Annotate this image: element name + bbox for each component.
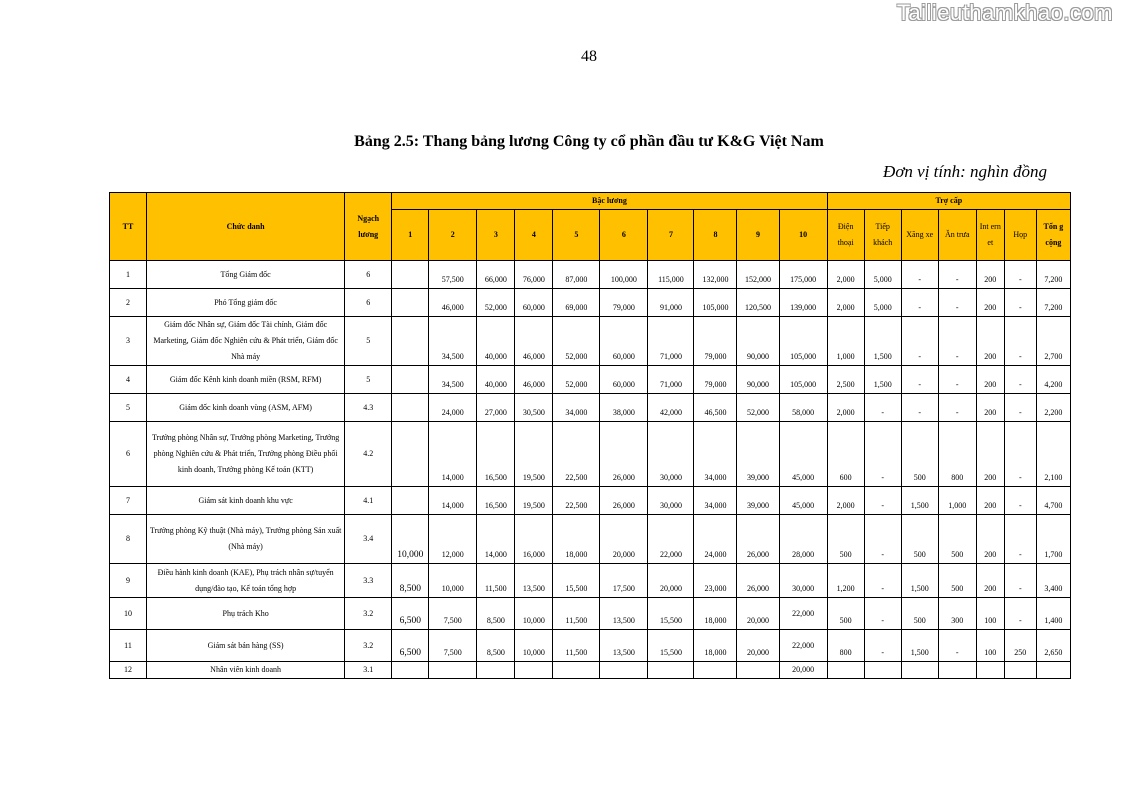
salary-level-cell: 76,000 — [515, 261, 553, 289]
allowance-cell: - — [901, 261, 938, 289]
salary-level-cell — [392, 261, 429, 289]
watermark: Tailieuthamkhao.com — [896, 0, 1113, 25]
salary-level-cell — [392, 366, 429, 394]
allowance-cell: 2,000 — [827, 394, 864, 422]
salary-level-cell: 24,000 — [429, 394, 477, 422]
salary-level-cell: 8,500 — [477, 630, 515, 662]
level-header: 3 — [477, 210, 515, 261]
salary-level-cell: 22,500 — [553, 487, 600, 515]
allowance-cell: - — [938, 366, 976, 394]
allowance-cell: - — [1004, 366, 1036, 394]
allowance-cell: 2,000 — [827, 289, 864, 317]
allowance-total-header: Tổn g cộng — [1036, 210, 1070, 261]
position-title-cell: Giám đốc kinh doanh vùng (ASM, AFM) — [147, 394, 345, 422]
salary-level-cell: 20,000 — [600, 515, 648, 564]
salary-level-cell: 16,000 — [515, 515, 553, 564]
row-number-cell: 3 — [110, 317, 147, 366]
allowance-cell: 500 — [901, 422, 938, 487]
allowance-cell: - — [864, 394, 901, 422]
salary-level-cell: 13,500 — [515, 564, 553, 598]
row-number-cell: 7 — [110, 487, 147, 515]
grade-cell: 5 — [345, 317, 392, 366]
salary-level-cell: 7,500 — [429, 598, 477, 630]
grade-cell: 4.3 — [345, 394, 392, 422]
allowance-cell: 4,200 — [1036, 366, 1070, 394]
row-number-cell: 11 — [110, 630, 147, 662]
row-number-cell: 6 — [110, 422, 147, 487]
salary-level-cell: 91,000 — [648, 289, 694, 317]
salary-level-cell: 6,500 — [392, 630, 429, 662]
salary-level-cell: 11,500 — [553, 598, 600, 630]
salary-level-cell: 79,000 — [694, 366, 737, 394]
allowance-cell: 1,700 — [1036, 515, 1070, 564]
salary-level-cell: 16,500 — [477, 422, 515, 487]
allowance-cell: - — [1004, 515, 1036, 564]
allowance-cell: - — [901, 394, 938, 422]
level-header: 8 — [694, 210, 737, 261]
salary-level-cell: 13,500 — [600, 630, 648, 662]
salary-level-cell: 105,000 — [779, 366, 827, 394]
grade-cell: 6 — [345, 289, 392, 317]
level-header: 9 — [737, 210, 779, 261]
salary-level-cell — [392, 662, 429, 679]
allowance-cell: 1,500 — [864, 366, 901, 394]
salary-level-cell: 115,000 — [648, 261, 694, 289]
allowance-cell: 1,000 — [938, 487, 976, 515]
salary-level-cell: 90,000 — [737, 366, 779, 394]
salary-level-cell: 20,000 — [648, 564, 694, 598]
level-header: 4 — [515, 210, 553, 261]
grade-cell: 4.2 — [345, 422, 392, 487]
allowance-cell: - — [864, 564, 901, 598]
table-title: Bảng 2.5: Thang bảng lương Công ty cổ phần đầu tư K&G Việt Nam — [354, 133, 824, 150]
salary-level-cell: 14,000 — [429, 487, 477, 515]
salary-level-cell: 152,000 — [737, 261, 779, 289]
salary-level-cell: 8,500 — [392, 564, 429, 598]
table-row — [110, 289, 1071, 317]
salary-level-cell: 60,000 — [600, 317, 648, 366]
salary-level-cell: 34,000 — [553, 394, 600, 422]
table-row — [110, 394, 1071, 422]
row-number-cell: 9 — [110, 564, 147, 598]
salary-level-cell: 26,000 — [737, 515, 779, 564]
allowance-cell: 300 — [938, 598, 976, 630]
allowance-cell — [901, 662, 938, 679]
salary-level-cell: 12,000 — [429, 515, 477, 564]
salary-level-cell: 20,000 — [737, 630, 779, 662]
salary-level-cell: 24,000 — [694, 515, 737, 564]
salary-level-cell: 27,000 — [477, 394, 515, 422]
allowance-cell: 500 — [901, 515, 938, 564]
salary-level-cell: 60,000 — [600, 366, 648, 394]
allowance-internet-header: Int ern et — [976, 210, 1004, 261]
salary-level-cell: 10,000 — [429, 564, 477, 598]
position-title-cell: Giám đốc Nhân sự, Giám đốc Tài chính, Giám đốc Marketing, Giám đốc Nghiên cứu & Phát triển, Giám đốc Nhà máy — [147, 317, 345, 366]
table-row — [110, 564, 1071, 598]
salary-level-cell — [600, 662, 648, 679]
allowance-cell: 2,650 — [1036, 630, 1070, 662]
salary-level-cell: 45,000 — [779, 422, 827, 487]
allowance-cell: 100 — [976, 598, 1004, 630]
salary-level-cell: 69,000 — [553, 289, 600, 317]
allowance-cell: 200 — [976, 564, 1004, 598]
row-number-cell: 1 — [110, 261, 147, 289]
col-title-header: Chức danh — [147, 193, 345, 261]
position-title-cell: Phó Tổng giám đốc — [147, 289, 345, 317]
allowance-cell: 200 — [976, 394, 1004, 422]
salary-level-cell: 7,500 — [429, 630, 477, 662]
salary-level-cell: 46,000 — [515, 366, 553, 394]
table-row — [110, 422, 1071, 487]
allowance-cell: - — [1004, 598, 1036, 630]
salary-level-cell: 60,000 — [515, 289, 553, 317]
salary-level-cell: 16,500 — [477, 487, 515, 515]
salary-level-cell: 79,000 — [694, 317, 737, 366]
allowance-cell: - — [901, 289, 938, 317]
salary-level-cell: 11,500 — [477, 564, 515, 598]
salary-level-cell: 40,000 — [477, 366, 515, 394]
level-header: 5 — [553, 210, 600, 261]
salary-level-cell — [392, 394, 429, 422]
grade-cell: 4.1 — [345, 487, 392, 515]
salary-level-cell: 175,000 — [779, 261, 827, 289]
salary-level-cell: 79,000 — [600, 289, 648, 317]
salary-level-cell: 22,000 — [779, 630, 827, 662]
grade-cell: 3.2 — [345, 630, 392, 662]
position-title-cell: Điều hành kinh doanh (KAE), Phụ trách nhân sự/tuyển dụng/đào tạo, Kế toán tổng hợp — [147, 564, 345, 598]
table-row — [110, 515, 1071, 564]
table-row — [110, 261, 1071, 289]
salary-level-cell: 42,000 — [648, 394, 694, 422]
allowance-cell: - — [901, 366, 938, 394]
salary-level-cell: 10,000 — [515, 598, 553, 630]
table-row — [110, 317, 1071, 366]
row-number-cell: 5 — [110, 394, 147, 422]
salary-level-cell: 66,000 — [477, 261, 515, 289]
salary-level-cell: 87,000 — [553, 261, 600, 289]
salary-level-cell: 20,000 — [779, 662, 827, 679]
allowance-cell: 7,200 — [1036, 261, 1070, 289]
salary-level-cell: 71,000 — [648, 366, 694, 394]
allowance-cell: - — [938, 289, 976, 317]
allowance-cell: 2,000 — [827, 261, 864, 289]
allowance-cell: 1,500 — [901, 630, 938, 662]
allowance-cell: 100 — [976, 630, 1004, 662]
table-row — [110, 598, 1071, 630]
salary-level-cell — [694, 662, 737, 679]
salary-level-cell: 22,000 — [779, 598, 827, 630]
allowance-cell: - — [938, 317, 976, 366]
position-title-cell: Nhân viên kinh doanh — [147, 662, 345, 679]
allowance-cell: - — [1004, 564, 1036, 598]
allowance-cell: 2,700 — [1036, 317, 1070, 366]
allowance-cell: - — [901, 317, 938, 366]
salary-level-cell: 39,000 — [737, 422, 779, 487]
salary-level-cell: 34,000 — [694, 422, 737, 487]
salary-level-cell: 46,000 — [515, 317, 553, 366]
salary-level-cell — [477, 662, 515, 679]
position-title-cell: Tổng Giám đốc — [147, 261, 345, 289]
allowance-fuel-header: Xăng xe — [901, 210, 938, 261]
salary-level-cell: 26,000 — [600, 487, 648, 515]
salary-level-cell: 10,000 — [392, 515, 429, 564]
salary-table — [109, 192, 1071, 679]
salary-level-cell: 46,500 — [694, 394, 737, 422]
salary-levels-header: Bậc lương — [392, 193, 827, 210]
salary-level-cell: 15,500 — [648, 630, 694, 662]
allowance-cell: 200 — [976, 487, 1004, 515]
salary-level-cell: 11,500 — [553, 630, 600, 662]
salary-level-cell: 17,500 — [600, 564, 648, 598]
salary-level-cell — [392, 422, 429, 487]
allowance-cell — [938, 662, 976, 679]
row-number-cell: 12 — [110, 662, 147, 679]
salary-level-cell: 10,000 — [515, 630, 553, 662]
allowance-cell: 250 — [1004, 630, 1036, 662]
allowance-cell: 1,000 — [827, 317, 864, 366]
salary-level-cell: 30,500 — [515, 394, 553, 422]
allowance-cell: 2,100 — [1036, 422, 1070, 487]
grade-cell: 6 — [345, 261, 392, 289]
position-title-cell: Trưởng phòng Kỹ thuật (Nhà máy), Trưởng phòng Sản xuất (Nhà máy) — [147, 515, 345, 564]
salary-level-cell: 52,000 — [553, 366, 600, 394]
salary-level-cell: 19,500 — [515, 422, 553, 487]
salary-level-cell: 18,000 — [694, 630, 737, 662]
allowance-cell: 800 — [827, 630, 864, 662]
salary-level-cell — [737, 662, 779, 679]
allowance-cell: - — [864, 630, 901, 662]
allowance-cell: 500 — [827, 515, 864, 564]
allowance-cell: - — [938, 394, 976, 422]
allowance-cell: 200 — [976, 515, 1004, 564]
salary-level-cell: 13,500 — [600, 598, 648, 630]
salary-level-cell — [515, 662, 553, 679]
salary-level-cell — [392, 487, 429, 515]
salary-level-cell: 38,000 — [600, 394, 648, 422]
table-row — [110, 630, 1071, 662]
row-number-cell: 8 — [110, 515, 147, 564]
allowance-cell — [864, 662, 901, 679]
allowances-header: Trợ cấp — [827, 193, 1070, 210]
allowance-cell: - — [938, 261, 976, 289]
allowance-cell — [1004, 662, 1036, 679]
allowance-cell: 1,400 — [1036, 598, 1070, 630]
grade-cell: 3.4 — [345, 515, 392, 564]
allowance-cell: 3,400 — [1036, 564, 1070, 598]
allowance-cell: 500 — [938, 564, 976, 598]
allowance-cell: 7,200 — [1036, 289, 1070, 317]
row-number-cell: 4 — [110, 366, 147, 394]
salary-level-cell: 39,000 — [737, 487, 779, 515]
salary-level-cell — [392, 317, 429, 366]
allowance-cell: - — [1004, 394, 1036, 422]
allowance-cell: - — [864, 598, 901, 630]
allowance-cell: 1,200 — [827, 564, 864, 598]
allowance-cell: - — [864, 422, 901, 487]
salary-level-cell: 19,500 — [515, 487, 553, 515]
salary-table-body — [110, 261, 1071, 679]
salary-level-cell: 18,000 — [553, 515, 600, 564]
salary-level-cell: 15,500 — [648, 598, 694, 630]
allowance-cell: 2,000 — [827, 487, 864, 515]
allowance-phone-header: Điện thoại — [827, 210, 864, 261]
allowance-cell: 500 — [938, 515, 976, 564]
col-grade-header: Ngạch lương — [345, 193, 392, 261]
level-header: 10 — [779, 210, 827, 261]
allowance-meeting-header: Họp — [1004, 210, 1036, 261]
allowance-lunch-header: Ăn trưa — [938, 210, 976, 261]
row-number-cell: 10 — [110, 598, 147, 630]
salary-level-cell: 34,000 — [694, 487, 737, 515]
unit-label: Đơn vị tính: nghìn đồng — [883, 162, 1047, 181]
allowance-cell: 500 — [901, 598, 938, 630]
allowance-cell: - — [1004, 487, 1036, 515]
allowance-cell: 200 — [976, 317, 1004, 366]
salary-level-cell — [553, 662, 600, 679]
position-title-cell: Giám đốc Kênh kinh doanh miền (RSM, RFM) — [147, 366, 345, 394]
salary-level-cell: 22,500 — [553, 422, 600, 487]
allowance-cell — [976, 662, 1004, 679]
salary-level-cell: 30,000 — [779, 564, 827, 598]
allowance-cell: - — [1004, 261, 1036, 289]
allowance-cell: - — [938, 630, 976, 662]
position-title-cell: Giám sát kinh doanh khu vực — [147, 487, 345, 515]
allowance-cell — [1036, 662, 1070, 679]
allowance-cell: 5,000 — [864, 261, 901, 289]
salary-level-cell: 52,000 — [553, 317, 600, 366]
salary-level-cell: 40,000 — [477, 317, 515, 366]
level-header: 6 — [600, 210, 648, 261]
salary-level-cell: 71,000 — [648, 317, 694, 366]
salary-level-cell: 139,000 — [779, 289, 827, 317]
page-number: 48 — [581, 48, 597, 65]
allowance-cell: 600 — [827, 422, 864, 487]
salary-level-cell: 120,500 — [737, 289, 779, 317]
allowance-cell: 1,500 — [864, 317, 901, 366]
level-header: 1 — [392, 210, 429, 261]
salary-level-cell: 58,000 — [779, 394, 827, 422]
salary-level-cell: 34,500 — [429, 366, 477, 394]
salary-level-cell: 28,000 — [779, 515, 827, 564]
salary-level-cell: 14,000 — [429, 422, 477, 487]
salary-level-cell: 8,500 — [477, 598, 515, 630]
allowance-cell: 500 — [827, 598, 864, 630]
salary-level-cell: 46,000 — [429, 289, 477, 317]
table-row — [110, 487, 1071, 515]
allowance-cell: - — [1004, 422, 1036, 487]
allowance-cell: - — [864, 487, 901, 515]
salary-level-cell: 20,000 — [737, 598, 779, 630]
salary-level-cell — [429, 662, 477, 679]
allowance-cell: - — [864, 515, 901, 564]
salary-level-cell: 15,500 — [553, 564, 600, 598]
allowance-cell: 200 — [976, 422, 1004, 487]
salary-level-cell: 34,500 — [429, 317, 477, 366]
salary-level-cell: 26,000 — [600, 422, 648, 487]
salary-level-cell: 52,000 — [477, 289, 515, 317]
grade-cell: 3.3 — [345, 564, 392, 598]
allowance-cell — [827, 662, 864, 679]
allowance-cell: 2,200 — [1036, 394, 1070, 422]
salary-level-cell: 132,000 — [694, 261, 737, 289]
salary-level-cell: 26,000 — [737, 564, 779, 598]
allowance-cell: 800 — [938, 422, 976, 487]
col-tt-header: TT — [110, 193, 147, 261]
salary-level-cell — [648, 662, 694, 679]
salary-level-cell: 105,000 — [779, 317, 827, 366]
salary-level-cell: 23,000 — [694, 564, 737, 598]
allowance-cell: 2,500 — [827, 366, 864, 394]
header-row-1 — [110, 193, 1071, 210]
table-row — [110, 366, 1071, 394]
salary-level-cell: 57,500 — [429, 261, 477, 289]
salary-level-cell: 30,000 — [648, 422, 694, 487]
position-title-cell: Phụ trách Kho — [147, 598, 345, 630]
position-title-cell: Giám sát bán hàng (SS) — [147, 630, 345, 662]
allowance-cell: 1,500 — [901, 564, 938, 598]
allowance-cell: 200 — [976, 366, 1004, 394]
salary-level-cell: 105,000 — [694, 289, 737, 317]
salary-level-cell: 22,000 — [648, 515, 694, 564]
salary-level-cell: 90,000 — [737, 317, 779, 366]
salary-level-cell: 30,000 — [648, 487, 694, 515]
grade-cell: 3.2 — [345, 598, 392, 630]
level-header: 2 — [429, 210, 477, 261]
table-row — [110, 662, 1071, 679]
salary-level-cell — [392, 289, 429, 317]
allowance-entertainment-header: Tiếp khách — [864, 210, 901, 261]
allowance-cell: 5,000 — [864, 289, 901, 317]
level-header: 7 — [648, 210, 694, 261]
row-number-cell: 2 — [110, 289, 147, 317]
position-title-cell: Trưởng phòng Nhân sự, Trưởng phòng Marketing, Trưởng phòng Nghiên cứu & Phát triển, Trưởng phòng Điều phối kinh doanh, Trưởng phòng Kế toán (KTT) — [147, 422, 345, 487]
allowance-cell: - — [1004, 289, 1036, 317]
salary-level-cell: 14,000 — [477, 515, 515, 564]
grade-cell: 5 — [345, 366, 392, 394]
salary-level-cell: 52,000 — [737, 394, 779, 422]
salary-level-cell: 18,000 — [694, 598, 737, 630]
salary-level-cell: 6,500 — [392, 598, 429, 630]
allowance-cell: - — [1004, 317, 1036, 366]
allowance-cell: 200 — [976, 261, 1004, 289]
allowance-cell: 200 — [976, 289, 1004, 317]
salary-level-cell: 45,000 — [779, 487, 827, 515]
salary-level-cell: 100,000 — [600, 261, 648, 289]
allowance-cell: 1,500 — [901, 487, 938, 515]
allowance-cell: 4,700 — [1036, 487, 1070, 515]
grade-cell: 3.1 — [345, 662, 392, 679]
